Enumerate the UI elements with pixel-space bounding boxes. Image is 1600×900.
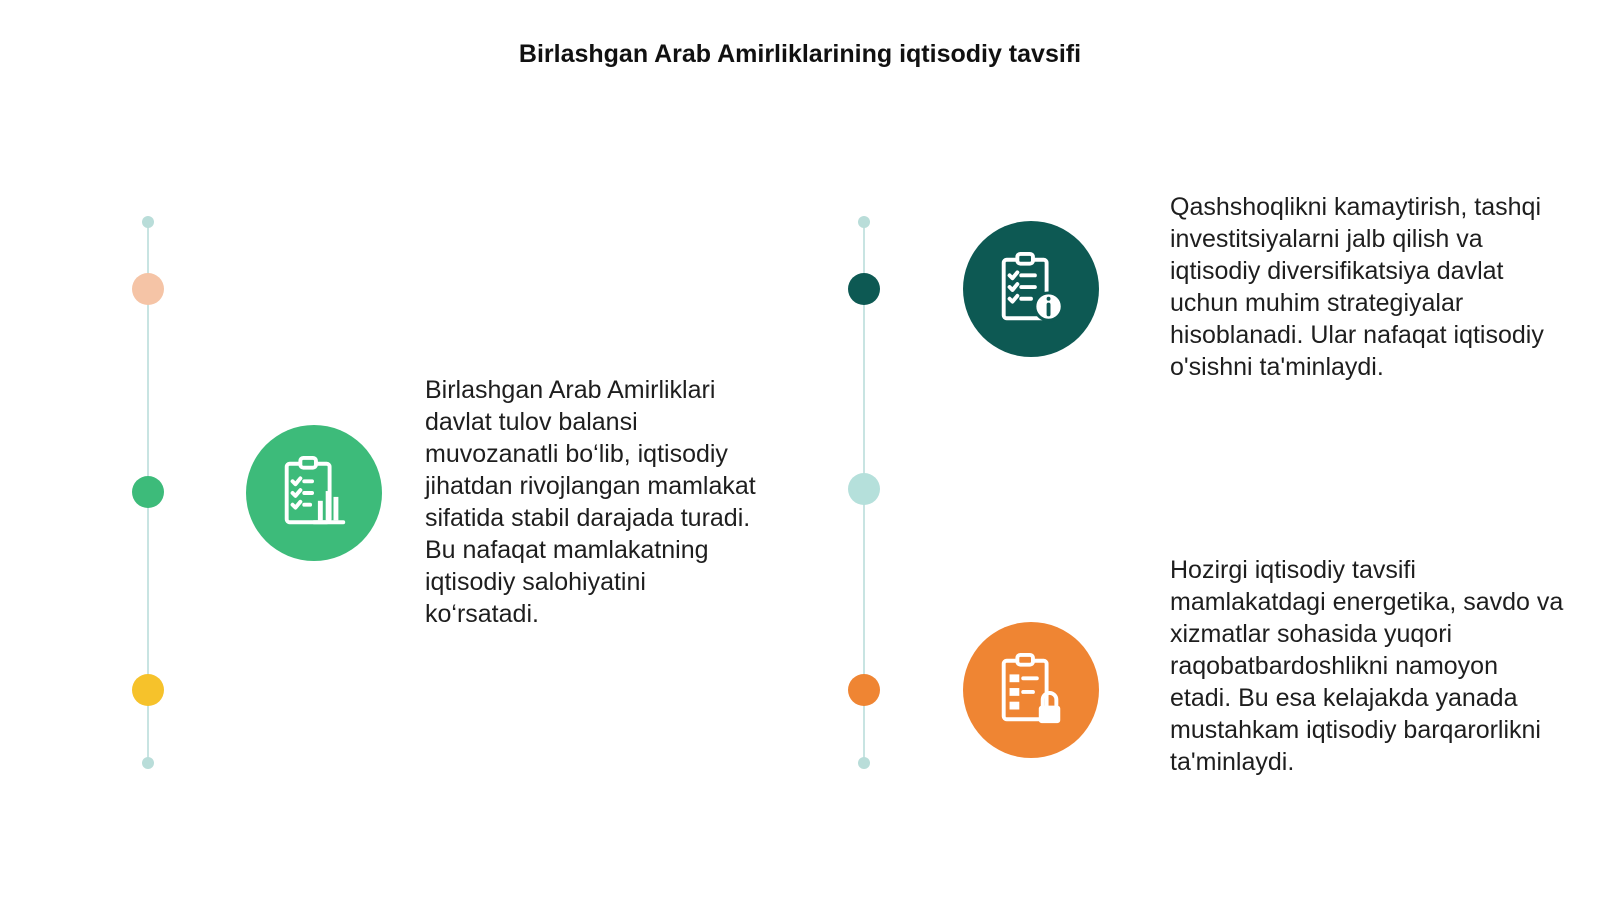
right-timeline-dot-orange [848, 674, 880, 706]
left-timeline-start-dot [142, 216, 154, 228]
clipboard-chart-icon-circle [246, 425, 382, 561]
description-balance: Birlashgan Arab Amirliklari davlat tulov balansi muvozanatli bo‘lib, iqtisodiy jihatdan rivojlangan mamlakat sifatida stabil darajada turadi. Bu nafaqat mamlakatning iqtisodiy salohiyatini ko‘rsatadi. [425, 376, 756, 628]
clipboard-info-icon [992, 250, 1070, 328]
left-timeline [132, 216, 164, 769]
right-timeline-dot-light-teal [848, 473, 880, 505]
clipboard-lock-icon-circle [963, 622, 1099, 758]
clipboard-info-icon-circle [963, 221, 1099, 357]
left-timeline-dot-yellow [132, 674, 164, 706]
left-timeline-end-dot [142, 757, 154, 769]
description-competitiveness: Hozirgi iqtisodiy tavsifi mamlakatdagi energetika, savdo va xizmatlar sohasida yuqori raqobatbardoshlikni namoyon etadi. Bu esa kelajakda yanada mustahkam iqtisodiy barqarorlikni ta'minlaydi. [1170, 556, 1564, 776]
clipboard-lock-icon [992, 651, 1070, 729]
right-timeline-start-dot [858, 216, 870, 228]
description-strategies: Qashshoqlikni kamaytirish, tashqi investitsiyalarni jalb qilish va iqtisodiy diversifikatsiya davlat uchun muhim strategiyalar hisoblanadi. Ular nafaqat iqtisodiy o'sishni ta'minlaydi. [1170, 193, 1544, 381]
right-timeline-dot-teal [848, 273, 880, 305]
clipboard-chart-icon [275, 454, 353, 532]
left-timeline-dot-peach [132, 273, 164, 305]
right-timeline-end-dot [858, 757, 870, 769]
left-timeline-dot-green [132, 476, 164, 508]
right-timeline [848, 216, 880, 769]
page-title: Birlashgan Arab Amirliklarining iqtisodiy tavsifi [518, 40, 1082, 68]
